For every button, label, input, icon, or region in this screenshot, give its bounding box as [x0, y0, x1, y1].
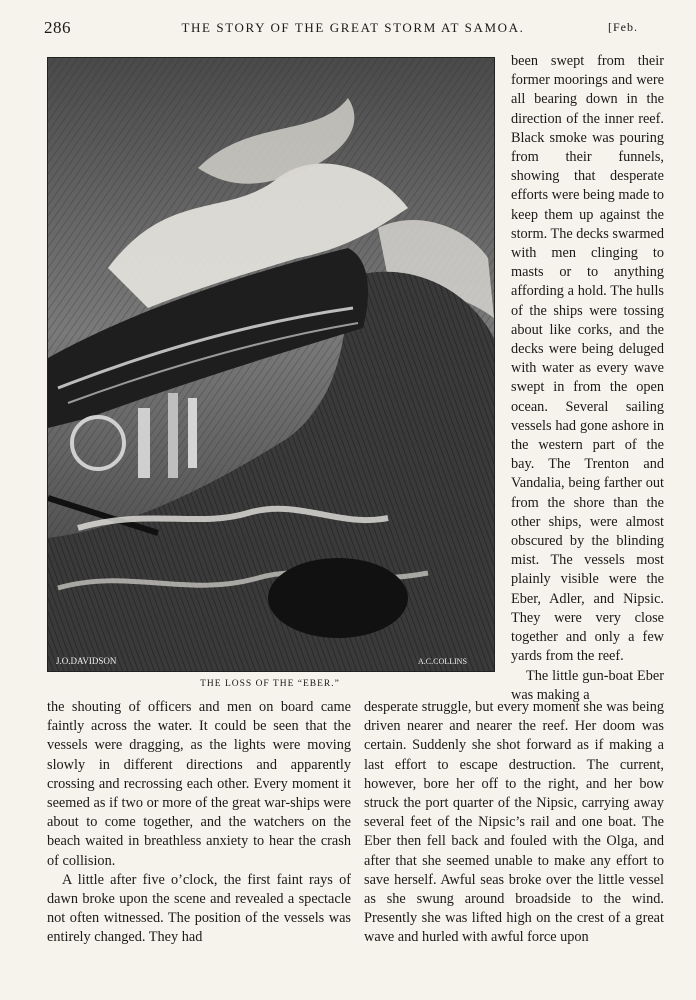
engraving-loss-of-eber [47, 57, 495, 672]
artist-signature: J.O.DAVIDSON [56, 656, 117, 666]
column-right-top [511, 52, 664, 705]
paragraph: A little after five o’clock, the first faint rays of dawn broke upon the scene and revealed a spectacle not often witnessed. The position of the vessels was entirely changed. They had [47, 871, 351, 946]
running-title: THE STORY OF THE GREAT STORM AT SAMOA. [181, 20, 525, 35]
funnel-pipe [138, 408, 150, 478]
paragraph: the shouting of officers and men on board came faintly across the water. It could be seen that the vessels were dragging, as the lights were moving slowly in different directions and apparently crossing and recrossing each other. Every moment it seemed as if two or more of the great war-ships were about to come together, and the watchers on the beach waited in breathless anxiety to hear the crash of collision. [47, 699, 351, 869]
paragraph: been swept from their former moorings and were all bearing down in the direction of the inner reef. Black smoke was pouring from their funnels, showing that desperate efforts were being made to keep them up against the storm. The decks swarmed with men clinging to masts or to anything affording a hold. The hulls of the ships were tossing about like corks, and the decks were being deluged with water as every wave swept in from the open ocean. Several sailing vessels had gone ashore in the western part of the bay. The Trenton and Vandalia, being farther out from the shore than the other ships, were almost obscured by the blinding mist. The vessels most plainly visible were the Eber, Adler, and Nipsic. They were very close together and only a few yards from the reef. [511, 53, 664, 665]
reef-rock [268, 558, 408, 638]
column-left-bottom [47, 698, 351, 948]
paragraph: The little gun-boat Eber was making a [511, 667, 664, 703]
column-right-bottom [364, 698, 664, 948]
paragraph: desperate struggle, but every moment she was being driven nearer and nearer the reef. Her doom was certain. Suddenly she shot forward as if making a last effort to escape destruction. The current, however, bore her off to the right, and her bow struck the port quarter of the Nipsic, carrying away several feet of the Nipsic’s rail and one boat. The Eber then fell back and fouled with the Olga, and after that she seemed unable to make any effort to save herself. Awful seas broke over the little vessel as she swung around broadside to the wind. Presently she was lifted high on the crest of a great wave and hurled with awful force upon [364, 699, 664, 946]
figure-caption: THE LOSS OF THE “EBER.” [200, 679, 340, 689]
page-number: 286 [44, 18, 71, 37]
engraver-signature: A.C.COLLINS [418, 657, 467, 666]
storm-engraving [48, 58, 494, 671]
running-header [0, 18, 696, 42]
month-mark: [Feb. [608, 20, 638, 34]
